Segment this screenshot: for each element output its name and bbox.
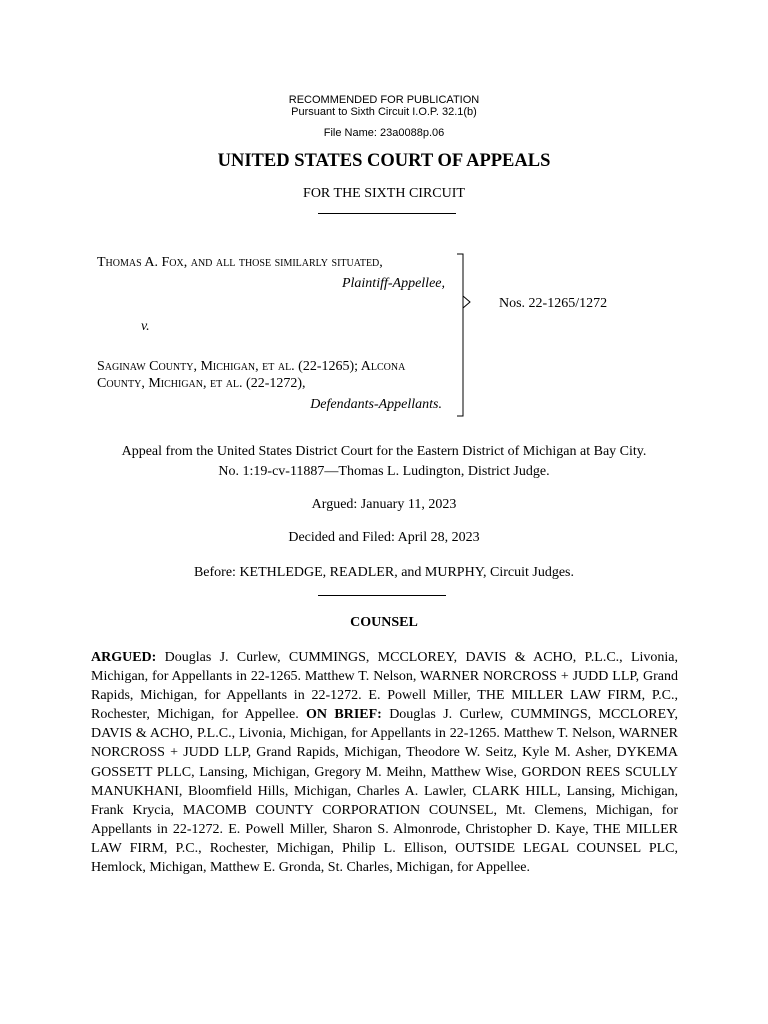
circuit-name: FOR THE SIXTH CIRCUIT xyxy=(303,186,465,201)
title-divider xyxy=(318,213,456,214)
panel-judges: Before: KETHLEDGE, READLER, and MURPHY, Circuit Judges. xyxy=(193,565,575,580)
court-name: UNITED STATES COURT OF APPEALS xyxy=(217,151,551,171)
argued-counsel: Douglas J. Curlew, CUMMINGS, MCCLOREY, DAVIS & ACHO, P.L.C., Livonia, Michigan, for Appellants in 22-1265. Matthew T. Nelson, WARNER NORCROSS + JUDD LLP, Grand Rapids, Michigan, for Appellants in 22-1272. E. Powell Miller, THE MILLER LAW FIRM, P.C., Rochester, Michigan, for Appellee. xyxy=(91,650,678,723)
section-divider xyxy=(318,595,446,596)
publication-notice: RECOMMENDED FOR PUBLICATION xyxy=(288,94,480,106)
plaintiff-role: Plaintiff-Appellee, xyxy=(341,276,445,291)
defendants-role: Defendants-Appellants. xyxy=(310,397,442,412)
on-brief-label: ON BRIEF: xyxy=(306,707,382,723)
argued-date: Argued: January 11, 2023 xyxy=(311,497,457,512)
appeal-origin: Appeal from the United States District Court for the Eastern District of Michigan at Bay City. xyxy=(121,444,647,459)
defendants-line-1: Saginaw County, Michigan, et al. (22-1265); Alcona xyxy=(97,359,406,374)
plaintiff-name: Thomas A. Fox, and all those similarly situated, xyxy=(97,255,383,270)
docket-number: Nos. 22-1265/1272 xyxy=(499,296,608,311)
brief-counsel: Douglas J. Curlew, CUMMINGS, MCCLOREY, DAVIS & ACHO, P.L.C., Livonia, Michigan, for Appellants in 22-1265. Matthew T. Nelson, WARNER NORCROSS + JUDD LLP, Grand Rapids, Michigan, Theodore W. Seitz, Kyle M. Asher, DYKEMA GOSSETT PLLC, Lansing, Michigan, Gregory M. Meihn, Matthew Wise, GORDON REES SCULLY MANUKHANI, Bloomfield Hills, Michigan, Charles A. Lawler, CLARK HILL, Lansing, Michigan, Frank Krycia, MACOMB COUNTY CORPORATION COUNSEL, Mt. Clemens, Michigan, for Appellants in 22-1272. E. Powell Miller, Sharon S. Almonrode, Christopher D. Kaye, THE MILLER LAW FIRM, P.C., Rochester, Michigan, Philip L. Ellison, OUTSIDE LEGAL COUNSEL PLC, Hemlock, Michigan, Matthew E. Gronda, St. Charles, Michigan, for Appellee. xyxy=(91,707,678,876)
caption-brace xyxy=(455,252,475,418)
defendants-line-2: County, Michigan, et al. (22-1272), xyxy=(97,376,306,391)
argued-label: ARGUED: xyxy=(91,650,157,665)
versus: v. xyxy=(141,319,150,334)
file-name: File Name: 23a0088p.06 xyxy=(323,127,445,139)
iop-reference: Pursuant to Sixth Circuit I.O.P. 32.1(b) xyxy=(291,106,477,118)
district-case: No. 1:19-cv-11887—Thomas L. Ludington, District Judge. xyxy=(218,464,550,479)
decided-date: Decided and Filed: April 28, 2023 xyxy=(288,530,480,545)
counsel-paragraph xyxy=(91,648,678,877)
counsel-heading: COUNSEL xyxy=(350,615,418,630)
